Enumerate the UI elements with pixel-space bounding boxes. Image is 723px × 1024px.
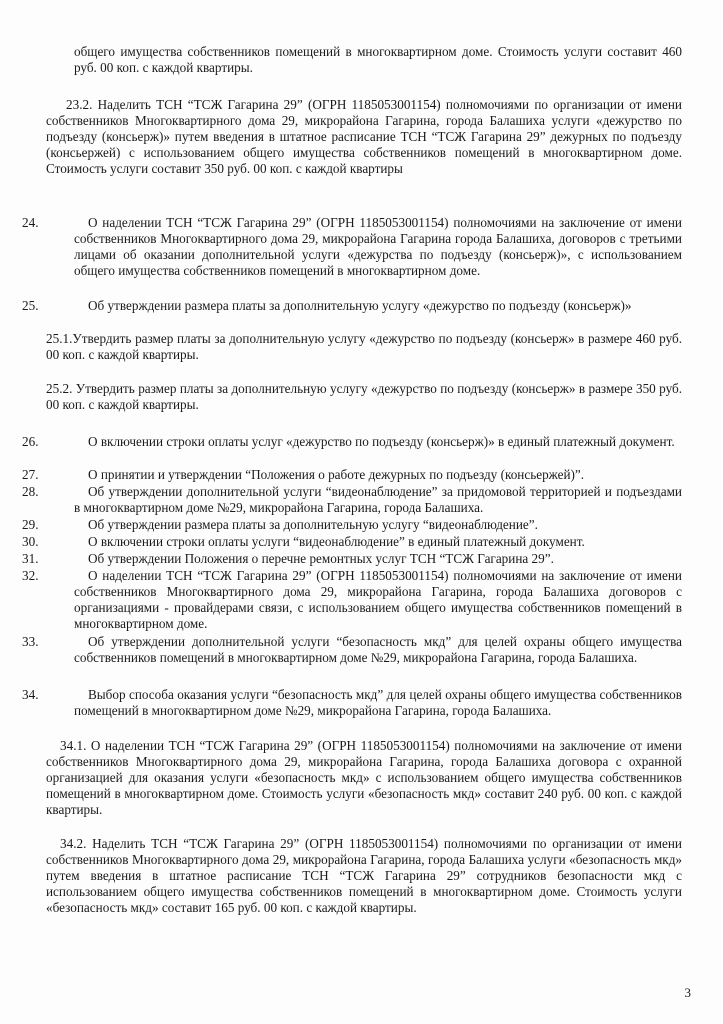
item-text: Об утверждении дополнительной услуги “безопасность мкд” для целей охраны общего имущества собственников помещений в многоквартирном доме №29, микрорайона Гагарина, города Балашиха.: [74, 634, 682, 665]
item-text: Об утверждении размера платы за дополнительную услугу “видеонаблюдение”.: [88, 517, 538, 532]
item-number: 32.: [22, 568, 39, 583]
item-26: [22, 434, 682, 450]
item-text: О принятии и утверждении “Положения о работе дежурных по подъезду (консьержей)”.: [88, 467, 585, 482]
item-number: 26.: [22, 434, 39, 449]
item-34: [22, 687, 682, 719]
item-24: [22, 215, 682, 279]
item-number: 28.: [22, 484, 39, 499]
item-number: 31.: [22, 551, 39, 566]
item-number: 34.: [22, 687, 39, 702]
subitem-34-2: 34.2. Наделить ТСН “ТСЖ Гагарина 29” (ОГРН 1185053001154) полномочиями по организации от имени собственников Многоквартирного дома 29, микрорайона Гагарина, города Балашиха услуги «безопасность мкд» путем введения в штатное расписание ТСН “ТСЖ Гагарина 29” сотрудников безопасности мкд с использованием общего имущества собственников помещений в многоквартирном доме. Стоимость услуги «безопасность мкд» составит 165 руб. 00 коп. с каждой квартиры.: [46, 836, 682, 915]
item-number: 29.: [22, 517, 39, 532]
subitem-25-2: 25.2. Утвердить размер платы за дополнительную услугу «дежурство по подъезду (консьерж» в размере 350 руб. 00 коп. с каждой квартиры.: [46, 381, 682, 412]
page-number: 3: [684, 985, 691, 1000]
item-text: О включении строки оплаты услуг «дежурство по подъезду (консьерж)» в единый платежный документ.: [88, 434, 675, 449]
item-text: О наделении ТСН “ТСЖ Гагарина 29” (ОГРН 1185053001154) полномочиями на заключение от имени собственников Многоквартирного дома 29, микрорайона Гагарина города Балашиха, договоров с третьими лицами об оказании дополнительной услуги «дежурства по подъезду (консьерж)», с использованием общего имущества собственников помещений в многоквартирном доме.: [74, 215, 682, 278]
item-30: [22, 534, 682, 550]
item-text: О наделении ТСН “ТСЖ Гагарина 29” (ОГРН 1185053001154) полномочиями на заключение от имени собственников Многоквартирного дома 29, микрорайона Гагарина, города Балашиха договоров с организациями - провайдерами связи, с использованием общего имущества собственников помещений в многоквартирном доме.: [74, 568, 682, 631]
item-25: [22, 298, 682, 314]
item-number: 25.: [22, 298, 39, 313]
item-27: [22, 467, 682, 483]
item-number: 33.: [22, 634, 39, 649]
item-text: Об утверждении Положения о перечне ремонтных услуг ТСН “ТСЖ Гагарина 29”.: [88, 551, 554, 566]
item-number: 30.: [22, 534, 39, 549]
subitem-25-1: 25.1.Утвердить размер платы за дополнительную услугу «дежурство по подъезду (консьерж» в размере 460 руб. 00 коп. с каждой квартиры.: [46, 331, 682, 362]
item-32: [22, 568, 682, 632]
paragraph-top: общего имущества собственников помещений в многоквартирном доме. Стоимость услуги составит 460 руб. 00 коп. с каждой квартиры.: [74, 44, 682, 75]
item-number: 27.: [22, 467, 39, 482]
item-text: Об утверждении размера платы за дополнительную услугу «дежурство по подъезду (консьерж)»: [88, 298, 632, 313]
item-text: О включении строки оплаты услуги “видеонаблюдение” в единый платежный документ.: [88, 534, 585, 549]
item-28: [22, 484, 682, 516]
item-33: [22, 634, 682, 666]
subitem-34-1: 34.1. О наделении ТСН “ТСЖ Гагарина 29” (ОГРН 1185053001154) полномочиями на заключение от имени собственников Многоквартирного дома 29, микрорайона Гагарина, города Балашиха договора с охранной организацией для оказания услуги «безопасность мкд» с использованием общего имущества собственников помещений в многоквартирном доме. Стоимость услуги «безопасность мкд» составит 240 руб. 00 коп. с каждой квартиры.: [46, 738, 682, 817]
paragraph-23-2: 23.2. Наделить ТСН “ТСЖ Гагарина 29” (ОГРН 1185053001154) полномочиями по организации от имени собственников Многоквартирного дома 29, микрорайона Гагарина, города Балашиха услуги «дежурство по подъезду (консьерж)» путем введения в штатное расписание ТСН “ТСЖ Гагарина 29” дежурных по подъезду (консьержей) с использованием общего имущества собственников помещений в многоквартирном доме. Стоимость услуги составит 350 руб. 00 коп. с каждой квартиры: [46, 97, 682, 176]
item-31: [22, 551, 682, 567]
item-text: Об утверждении дополнительной услуги “видеонаблюдение” за придомовой территорией и подъездами в многоквартирном доме №29, микрорайона Гагарина, города Балашиха.: [74, 484, 682, 515]
item-text: Выбор способа оказания услуги “безопасность мкд” для целей охраны общего имущества собственников помещений в многоквартирном доме №29, микрорайона Гагарина, города Балашиха.: [74, 687, 682, 718]
item-number: 24.: [22, 215, 39, 230]
item-29: [22, 517, 682, 533]
